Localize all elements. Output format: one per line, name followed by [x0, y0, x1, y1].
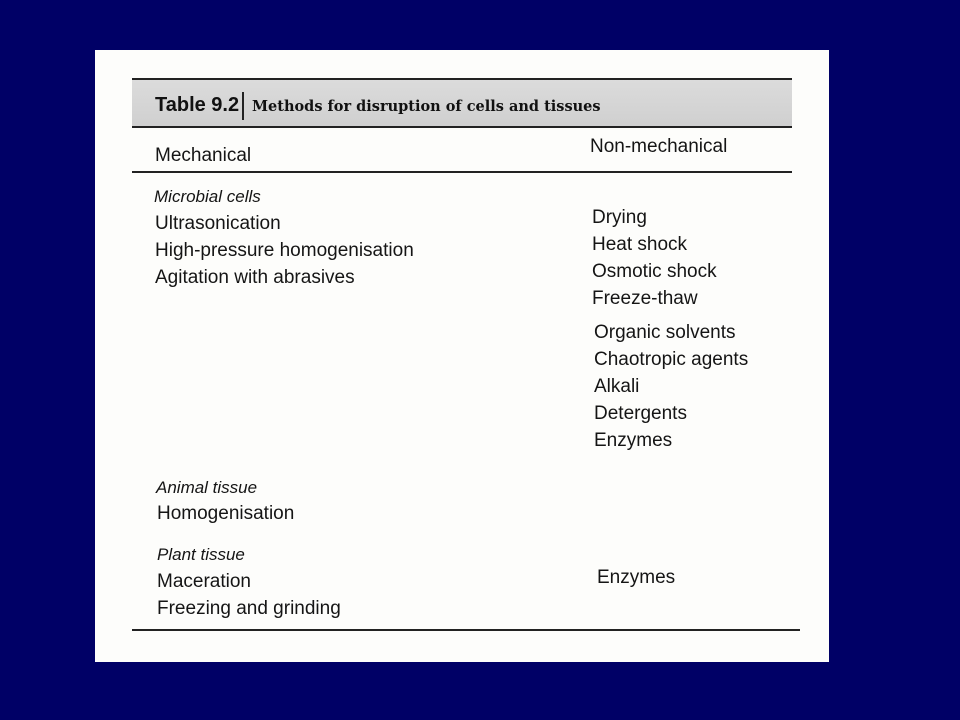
list-item: Maceration [157, 571, 251, 592]
list-item: Alkali [594, 376, 640, 397]
section-heading-plant: Plant tissue [157, 545, 245, 564]
list-item: Chaotropic agents [594, 349, 749, 370]
animal-mechanical-list [157, 500, 294, 527]
list-item: Enzymes [597, 567, 676, 588]
top-rule [132, 78, 792, 80]
title-rule [132, 126, 792, 128]
column-header-non-mechanical: Non-mechanical [590, 136, 728, 157]
list-item: Detergents [594, 403, 687, 424]
list-item: Freezing and grinding [157, 598, 341, 619]
list-item: Freeze-thaw [592, 288, 698, 309]
microbial-mechanical-list [155, 210, 414, 291]
plant-non-mechanical-list [597, 564, 675, 591]
section-heading-microbial: Microbial cells [154, 187, 261, 206]
list-item: High-pressure homogenisation [155, 240, 414, 261]
section-heading-animal: Animal tissue [156, 478, 258, 497]
microbial-physical-list [592, 204, 717, 312]
column-header-mechanical: Mechanical [155, 145, 252, 166]
plant-mechanical-list [157, 568, 341, 622]
bottom-rule [132, 629, 800, 631]
list-item: Agitation with abrasives [155, 267, 355, 288]
list-item: Heat shock [592, 234, 688, 255]
list-item: Drying [592, 207, 647, 228]
list-item: Osmotic shock [592, 261, 717, 282]
book-page [95, 50, 829, 662]
list-item: Enzymes [594, 430, 673, 451]
microbial-chemical-list [594, 319, 748, 454]
column-header-rule [132, 171, 792, 173]
title-divider [242, 92, 244, 120]
list-item: Homogenisation [157, 503, 295, 524]
table-title: Methods for disruption of cells and tissues [252, 98, 601, 115]
list-item: Organic solvents [594, 322, 736, 343]
list-item: Ultrasonication [155, 213, 281, 234]
table-label: Table 9.2 [155, 94, 240, 116]
